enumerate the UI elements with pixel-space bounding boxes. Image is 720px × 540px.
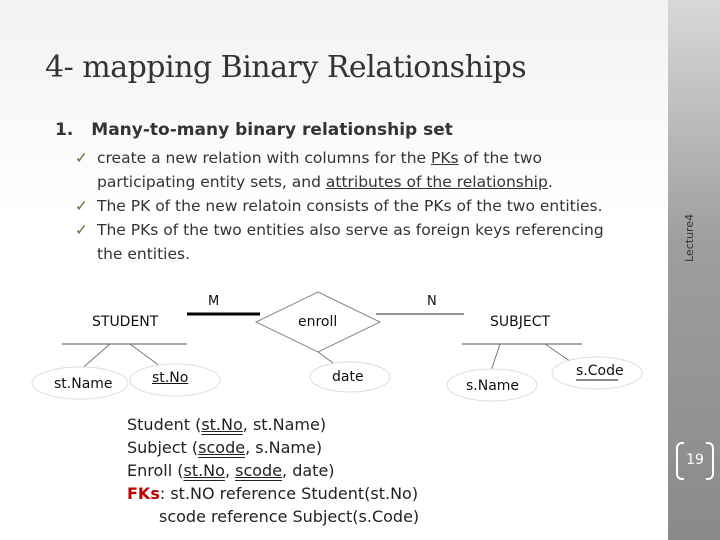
schema-enroll	[127, 459, 419, 482]
schema-fks	[127, 482, 419, 505]
bullet-1-line2: participating entity sets, and	[97, 173, 326, 191]
heading-text: Many-to-many binary relationship set	[91, 120, 453, 140]
fk-line-2: scode reference Subject(s.Code)	[159, 507, 420, 526]
lecture-label	[683, 242, 720, 262]
attr-scode-label: s.Code	[576, 363, 624, 379]
schema-enroll-post: , date)	[282, 461, 335, 480]
schema-enroll-key2: scode	[235, 461, 283, 480]
bullet-1-pks: PKs	[430, 149, 459, 167]
fk-line-1: : st.NO reference Student(st.No)	[159, 484, 419, 503]
bullet-3-text: The PKs of the two entities also serve as foreign keys referencing	[97, 221, 604, 239]
bullet-1-mid: of the two	[458, 149, 542, 167]
schema-fks-2	[127, 505, 419, 528]
slide-title: 4- mapping Binary Relationships	[45, 50, 527, 85]
check-icon: ✓	[75, 149, 88, 167]
heading-number: 1.	[55, 120, 74, 140]
schema-subject-post: , s.Name)	[245, 438, 323, 457]
schema-student	[127, 413, 419, 436]
relation-schemas	[127, 413, 419, 528]
attr-sname-label: s.Name	[466, 378, 520, 394]
fk-label: FKs	[127, 484, 160, 503]
schema-subject-key: scode	[198, 438, 246, 457]
bullet-3-cont: the entities.	[97, 245, 191, 263]
bullet-1-end: .	[547, 173, 553, 191]
attr-date-label: date	[332, 369, 364, 385]
schema-subject-pre: Subject (	[127, 438, 199, 457]
schema-student-pre: Student (	[127, 415, 202, 434]
attr-stno-label: st.No	[152, 370, 189, 386]
cardinality-n: N	[427, 294, 437, 309]
bullet-2-text: The PK of the new relatoin consists of the PKs of the two entities.	[97, 197, 603, 215]
attr-stname-label: st.Name	[54, 376, 113, 392]
bullet-1-text: create a new relation with columns for the	[97, 149, 431, 167]
schema-enroll-pre: Enroll (	[127, 461, 184, 480]
entity-student-label: STUDENT	[92, 314, 159, 330]
page-number: 19	[676, 438, 714, 482]
schema-student-post: , st.Name)	[242, 415, 327, 434]
entity-subject-label: SUBJECT	[490, 314, 551, 330]
check-icon: ✓	[75, 221, 88, 239]
check-icon: ✓	[75, 197, 88, 215]
schema-enroll-sep: ,	[224, 461, 236, 480]
cardinality-m: M	[208, 294, 220, 309]
schema-enroll-key1: st.No	[183, 461, 225, 480]
schema-student-key: st.No	[201, 415, 243, 434]
relationship-enroll-label: enroll	[298, 314, 338, 330]
schema-subject	[127, 436, 419, 459]
bullet-1-attributes: attributes of the relationship	[325, 173, 548, 191]
